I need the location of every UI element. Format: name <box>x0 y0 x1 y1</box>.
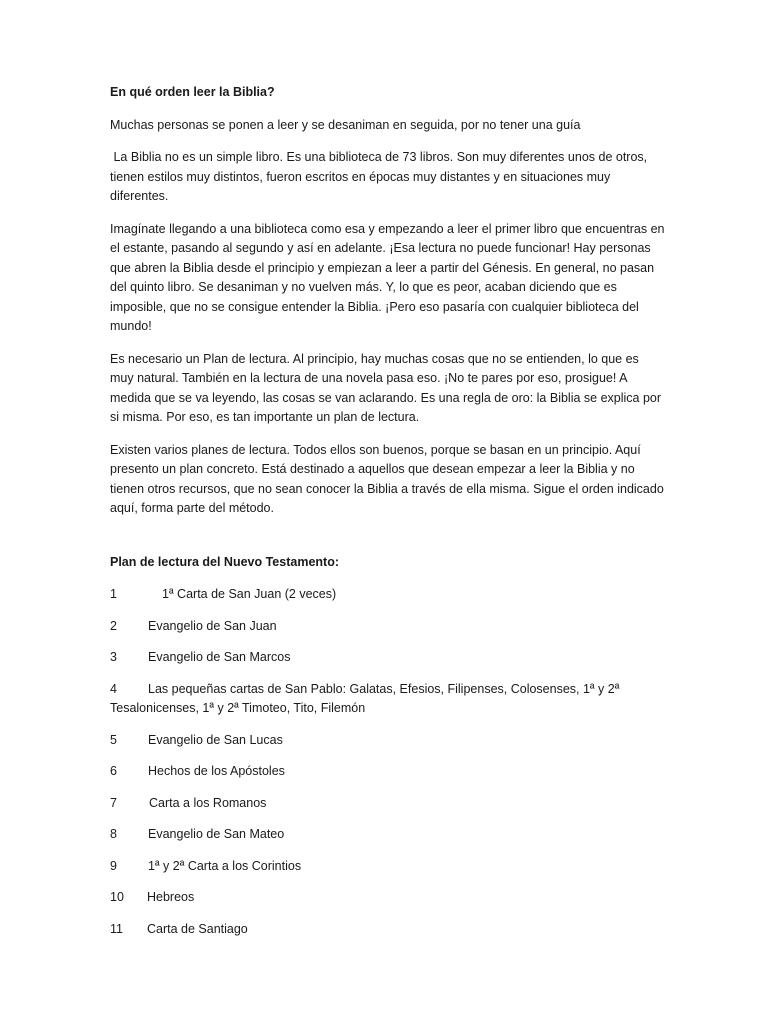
list-item <box>110 585 665 605</box>
item-text: Las pequeñas cartas de San Pablo: Galatas, Efesios, Filipenses, Colosenses, 1ª y 2ª Tesalonicenses, 1ª y 2ª Timoteo, Tito, Filemón <box>110 681 620 715</box>
list-item <box>110 680 665 719</box>
item-text: Evangelio de San Lucas <box>148 732 283 747</box>
paragraph: Es necesario un Plan de lectura. Al principio, hay muchas cosas que no se entienden, lo que es muy natural. También en la lectura de una novela pasa eso. ¡No te pares por eso, prosigue! A medida que se va leyendo, las cosas se van aclarando. Es una regla de oro: la Biblia se explica por si misma. Por eso, es tan importante un plan de lectura. <box>110 351 662 424</box>
item-text: Carta de Santiago <box>147 921 248 936</box>
item-number: 9 <box>110 858 117 873</box>
list-item <box>110 920 665 940</box>
item-text: Evangelio de San Marcos <box>148 650 291 664</box>
paragraph: Muchas personas se ponen a leer y se desaniman en seguida, por no tener una guía <box>110 117 581 132</box>
paragraph: Existen varios planes de lectura. Todos ellos son buenos, porque se basan en un principio. Aquí presento un plan concreto. Está destinado a aquellos que desean empezar a leer la Biblia y no tienen otros recursos, que no sean conocer la Biblia a través de ella misma. Sigue el orden indicado aquí, forma parte del método. <box>110 442 664 515</box>
item-text: Hebreos <box>147 890 195 904</box>
list-item <box>110 825 665 845</box>
list-item <box>110 888 665 908</box>
item-text: Evangelio de San Juan <box>148 618 277 633</box>
plan-title: Plan de lectura del Nuevo Testamento: <box>110 554 339 569</box>
list-item <box>110 794 665 814</box>
item-number: 6 <box>110 764 117 778</box>
item-text: 1ª y 2ª Carta a los Corintios <box>148 858 302 873</box>
item-text: Hechos de los Apóstoles <box>148 764 285 778</box>
list-item <box>110 762 665 782</box>
item-number: 10 <box>110 890 124 904</box>
item-text: Carta a los Romanos <box>149 795 267 810</box>
document-title: En qué orden leer la Biblia? <box>110 85 275 99</box>
item-number: 5 <box>110 732 117 747</box>
item-number: 7 <box>110 795 117 810</box>
item-number: 3 <box>110 650 117 664</box>
item-number: 2 <box>110 618 117 633</box>
item-number: 11 <box>110 921 123 936</box>
list-item <box>110 617 665 637</box>
item-text: Evangelio de San Mateo <box>148 827 285 841</box>
section-gap <box>110 532 665 553</box>
item-number: 8 <box>110 827 117 841</box>
item-number: 4 <box>110 681 117 696</box>
list-item <box>110 648 665 668</box>
item-number: 1 <box>110 587 117 601</box>
list-item <box>110 731 665 751</box>
plan-list <box>110 585 665 939</box>
document-body <box>110 83 665 951</box>
item-text: 1ª Carta de San Juan (2 veces) <box>162 587 337 601</box>
paragraph: Imagínate llegando a una biblioteca como esa y empezando a leer el primer libro que encuentras en el estante, pasando al segundo y así en adelante. ¡Esa lectura no puede funcionar! Hay personas que abren la Biblia desde el principio y empiezan a leer a partir del Génesis. En general, no pasan del quinto libro. Se desaniman y no vuelven más. Y, lo que es peor, acaban diciendo que es imposible, que no se consigue entender la Biblia. ¡Pero eso pasaría con cualquier biblioteca del mundo! <box>110 221 665 333</box>
paragraph: La Biblia no es un simple libro. Es una biblioteca de 73 libros. Son muy diferentes unos de otros, tienen estilos muy distintos, fueron escritos en épocas muy distantes y en situaciones muy diferentes. <box>110 150 651 203</box>
list-item <box>110 857 665 877</box>
